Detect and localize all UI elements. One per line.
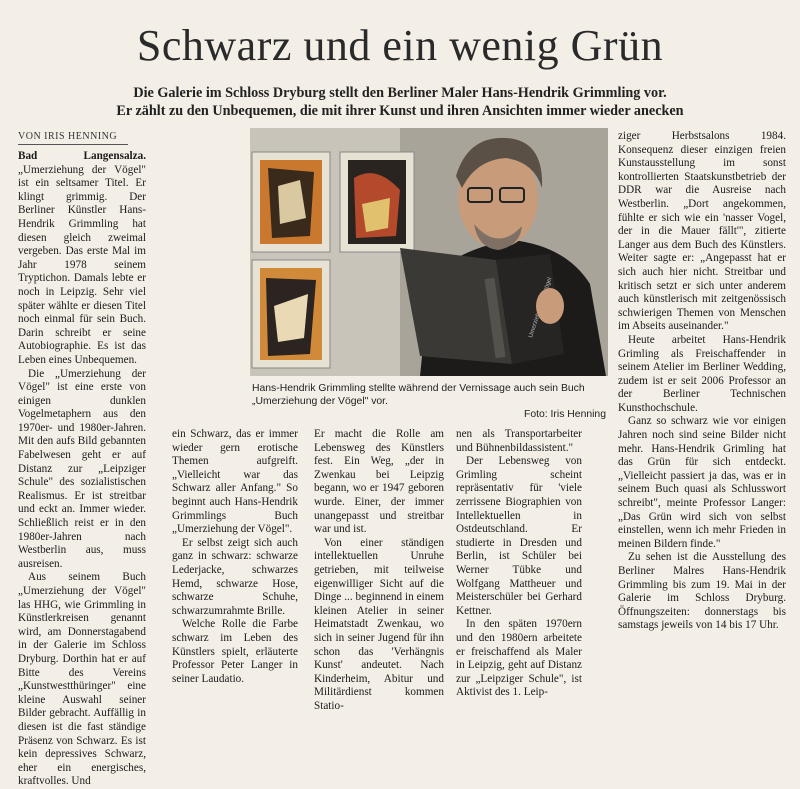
paragraph: In den späten 1970ern und den 1980ern arbeitete er freischaffend als Maler in Leipzig, geht auf Distanz zur „Leipziger Schule", ist Aktivist des 1. Leip- bbox=[456, 618, 582, 699]
paragraph: Die „Umerziehung der Vögel" ist eine erste von einigen dunklen Vogelmetaphern aus den 1970er- und 1980er-Jahren. Mit den aufs Bild gebannten Fabelwesen geht er auf Distanz zur „Leipziger Schule" des sozialistischen Realismus. Er ist streitbar und eckt an. Immer wieder. Schließlich reist er in den 1980er-Jahren nach Westberlin aus, muss ausreisen. bbox=[18, 367, 146, 570]
headline: Schwarz und ein wenig Grün bbox=[136, 21, 664, 70]
paragraph: Heute arbeitet Hans-Hendrik Grimling als Freischaffender in seinem Atelier im Berliner Wedding, zudem ist er seit 2006 Professor an der Berliner Technischen Kunsthochschule. bbox=[618, 333, 786, 414]
subhead-line-2: Er zählt zu den Unbequemen, die mit ihrer Kunst und ihren Ansichten immer wieder anecken bbox=[116, 103, 684, 119]
article-column-5 bbox=[618, 130, 786, 632]
photo-illustration bbox=[250, 128, 608, 376]
paragraph: Von einer ständigen intellektuellen Unruhe getrieben, mit teilweise eigenwilliger Sicht auf die Dinge ... beginnend in einem kleinen Atelier in seiner Heimatstadt Zwenkau, wo sich in seiner Jugend für ihn schon das 'Verhängnis Kunst' andeutet. Nach Kinderheim, Abitur und Militärdienst kommen Statio- bbox=[314, 536, 444, 712]
author-byline: VON IRIS HENNING bbox=[18, 131, 128, 145]
lead-text: „Umerziehung der Vögel" ist ein seltsamer Titel. Er klingt grimmig. Der Berliner Künstler Hans-Hendrik Grimmling hat diesen gleich zweimal vergeben. Das erste Mal im Jahr 1978 seinem Tryptichon. Damals lebte er noch in Leipzig. Sehr viel später wählte er diesen Titel noch einmal für sein Buch. Darin schreibt er seine Autobiographie. Es ist das Leben eines Unbequemen. bbox=[18, 163, 146, 366]
dateline: Bad Langensalza. bbox=[18, 150, 146, 162]
paragraph: Er macht die Rolle am Lebensweg des Künstlers fest. Ein Weg, „der in Zwenkau bei Leipzig begann, wo er 1947 geboren wurde. Einer, der immer unangepasst und streitbar war und ist. bbox=[314, 428, 444, 536]
paragraph: nen als Transportarbeiter und Bühnenbildassistent." bbox=[456, 428, 582, 454]
photo-credit: Foto: Iris Henning bbox=[523, 409, 606, 420]
subheadline bbox=[20, 84, 780, 120]
paragraph: ziger Herbstsalons 1984. Konsequenz dieser einzigen freien Kunstausstellung im sonst kontrollierten Staatskunstbetrieb der DDR war die Ausreise nach Westberlin. „Dort angekommen, fühlte er sich wie ein 'nasser Vogel, der in die Mauer fällt'", zitierte Langer aus dem Buch des Künstlers. Weiter sagte er: „Angepasst hat er sich auch hier nicht. Streitbar und kritisch setzt er sich unter anderem auch künstlerisch mit zeitgenössisch schwierigen Themen von Menschen im Abseits auseinander." bbox=[618, 130, 786, 333]
paragraph: Er selbst zeigt sich auch ganz in schwarz: schwarze Lederjacke, schwarzes Hemd, schwarze Hose, schwarze Schuhe, schwarzumrahmte Brille. bbox=[172, 536, 298, 617]
article-column-1 bbox=[18, 150, 146, 788]
article-column-4 bbox=[456, 428, 582, 699]
article-column-2 bbox=[172, 428, 298, 685]
paragraph bbox=[18, 150, 146, 368]
photo-caption bbox=[252, 382, 606, 421]
paragraph: Aus seinem Buch „Umerziehung der Vögel" las HHG, wie Grimmling in Künstlerkreisen genannt wird, am Donnerstagabend in der Galerie im Schloss Dryburg. Dorthin hat er auf Bitte des Vereins „Kunstwestthüringer" eine kleine Auswahl seiner Bilder gebracht. Auffällig in diesen ist die fast ständige Präsenz von Schwarz. Es ist kein depressives Schwarz, eher ein energisches, kraftvolles. Und bbox=[18, 571, 146, 788]
caption-text: Hans-Hendrik Grimmling stellte während der Vernissage auch sein Buch „Umerziehung der Vögel" vor. bbox=[252, 383, 585, 407]
book-spine-text: Umerziehung Vögel bbox=[528, 276, 554, 339]
paragraph: ein Schwarz, das er immer wieder gern erotische Themen aufgreift. „Vielleicht war das Schwarz aller Anfang." So beginnt auch Hans-Hendrik Grimmlings Buch „Umerziehung der Vögel". bbox=[172, 428, 298, 536]
paragraph: Ganz so schwarz wie vor einigen Jahren noch sind seine Bilder nicht mehr. Hans-Hendrik Grimling hat das Grün für sich entdeckt. „Vielleicht passiert ja das, was er in seinem Buch quasi als Schlusswort schreibt", meinte Professor Langer: „Das Grün wird sich von selbst einstellen, wenn ich mehr Frieden in meinen Bildern finde." bbox=[618, 415, 786, 550]
subhead-line-1: Die Galerie im Schloss Dryburg stellt den Berliner Maler Hans-Hendrik Grimmling vor. bbox=[133, 85, 667, 101]
article-photo bbox=[250, 128, 608, 376]
paragraph: Zu sehen ist die Ausstellung des Berliner Malres Hans-Hendrik Grimmling bis zum 19. Mai in der Galerie im Schloss Dryburg. Öffnungszeiten: donnerstags bis samstags jeweils von 14 bis 17 Uhr. bbox=[618, 551, 786, 632]
paragraph: Welche Rolle die Farbe schwarz im Leben des Künstlers spielt, erläuterte Professor Peter Langer in seiner Laudatio. bbox=[172, 618, 298, 685]
article-column-3 bbox=[314, 428, 444, 712]
paragraph: Der Lebensweg von Grimling scheint repräsentativ für 'viele zerrissene Biographien von Intellektuellen in Ostdeutschland. Er studierte in Dresden und Berlin, ist Schüler bei Werner Tübke und Wolfgang Mattheuer und Meisterschüler bei Gerhard Kettner. bbox=[456, 455, 582, 617]
